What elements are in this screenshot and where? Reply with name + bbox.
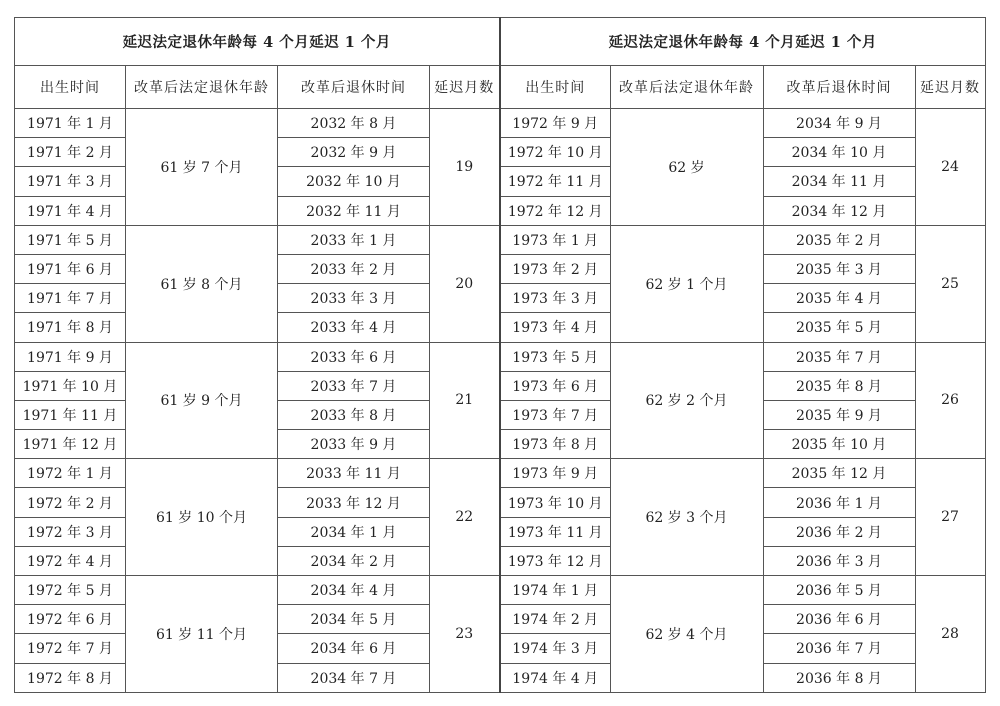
retirement-date-cell: 2035 年 2 月	[763, 225, 915, 254]
retirement-date-cell: 2034 年 7 月	[278, 663, 430, 692]
birth-date-cell: 1972 年 6 月	[15, 605, 126, 634]
delay-months-cell: 24	[915, 109, 985, 226]
delay-months-cell: 27	[915, 459, 985, 576]
retirement-date-cell: 2036 年 3 月	[763, 546, 915, 575]
retirement-date-cell: 2034 年 5 月	[278, 605, 430, 634]
header-row	[15, 66, 500, 109]
left-table-panel	[14, 17, 499, 693]
retirement-age-cell: 61 岁 8 个月	[126, 225, 278, 342]
retirement-age-cell: 62 岁	[610, 109, 763, 226]
retirement-date-cell: 2034 年 11 月	[763, 167, 915, 196]
table-row	[500, 225, 985, 254]
birth-date-cell: 1973 年 4 月	[500, 313, 610, 342]
birth-date-cell: 1971 年 6 月	[15, 254, 126, 283]
delay-months-cell: 22	[430, 459, 500, 576]
retirement-date-cell: 2033 年 12 月	[278, 488, 430, 517]
retirement-age-cell: 61 岁 7 个月	[126, 109, 278, 226]
header-retirement-age: 改革后法定退休年龄	[610, 66, 763, 109]
birth-date-cell: 1972 年 10 月	[500, 138, 610, 167]
table-title: 延迟法定退休年龄每 4 个月延迟 1 个月	[15, 18, 500, 66]
birth-date-cell: 1972 年 1 月	[15, 459, 126, 488]
delay-months-cell: 28	[915, 576, 985, 693]
birth-date-cell: 1974 年 3 月	[500, 634, 610, 663]
birth-date-cell: 1972 年 4 月	[15, 546, 126, 575]
birth-date-cell: 1972 年 8 月	[15, 663, 126, 692]
retirement-age-cell: 62 岁 1 个月	[610, 225, 763, 342]
retirement-date-cell: 2032 年 9 月	[278, 138, 430, 167]
birth-date-cell: 1973 年 8 月	[500, 430, 610, 459]
birth-date-cell: 1971 年 10 月	[15, 371, 126, 400]
header-retirement-date: 改革后退休时间	[278, 66, 430, 109]
retirement-date-cell: 2036 年 6 月	[763, 605, 915, 634]
birth-date-cell: 1974 年 2 月	[500, 605, 610, 634]
retirement-date-cell: 2036 年 2 月	[763, 517, 915, 546]
retirement-age-cell: 61 岁 11 个月	[126, 576, 278, 693]
retirement-table-left	[14, 17, 501, 693]
retirement-date-cell: 2035 年 8 月	[763, 371, 915, 400]
retirement-date-cell: 2034 年 12 月	[763, 196, 915, 225]
retirement-age-cell: 61 岁 9 个月	[126, 342, 278, 459]
table-row	[500, 576, 985, 605]
retirement-date-cell: 2035 年 4 月	[763, 284, 915, 313]
retirement-date-cell: 2035 年 7 月	[763, 342, 915, 371]
birth-date-cell: 1973 年 10 月	[500, 488, 610, 517]
table-row	[500, 459, 985, 488]
birth-date-cell: 1973 年 11 月	[500, 517, 610, 546]
retirement-date-cell: 2032 年 11 月	[278, 196, 430, 225]
birth-date-cell: 1973 年 9 月	[500, 459, 610, 488]
birth-date-cell: 1972 年 11 月	[500, 167, 610, 196]
retirement-date-cell: 2034 年 2 月	[278, 546, 430, 575]
retirement-date-cell: 2033 年 2 月	[278, 254, 430, 283]
birth-date-cell: 1973 年 3 月	[500, 284, 610, 313]
table-row	[15, 225, 500, 254]
retirement-date-cell: 2033 年 7 月	[278, 371, 430, 400]
birth-date-cell: 1973 年 6 月	[500, 371, 610, 400]
right-table-panel	[499, 17, 984, 693]
retirement-date-cell: 2034 年 10 月	[763, 138, 915, 167]
retirement-date-cell: 2034 年 4 月	[278, 576, 430, 605]
retirement-table-right	[499, 17, 986, 693]
birth-date-cell: 1971 年 12 月	[15, 430, 126, 459]
birth-date-cell: 1973 年 1 月	[500, 225, 610, 254]
retirement-date-cell: 2036 年 8 月	[763, 663, 915, 692]
header-row	[500, 66, 985, 109]
retirement-date-cell: 2036 年 7 月	[763, 634, 915, 663]
header-delay-months: 延迟月数	[915, 66, 985, 109]
birth-date-cell: 1971 年 9 月	[15, 342, 126, 371]
birth-date-cell: 1971 年 5 月	[15, 225, 126, 254]
table-row	[500, 109, 985, 138]
birth-date-cell: 1971 年 1 月	[15, 109, 126, 138]
retirement-age-cell: 62 岁 4 个月	[610, 576, 763, 693]
retirement-date-cell: 2035 年 3 月	[763, 254, 915, 283]
title-row	[500, 18, 985, 66]
birth-date-cell: 1971 年 11 月	[15, 400, 126, 429]
retirement-tables	[14, 17, 984, 693]
table-row	[500, 342, 985, 371]
retirement-date-cell: 2034 年 6 月	[278, 634, 430, 663]
table-row	[15, 459, 500, 488]
header-birth-date: 出生时间	[500, 66, 610, 109]
table-row	[15, 109, 500, 138]
birth-date-cell: 1972 年 3 月	[15, 517, 126, 546]
retirement-date-cell: 2033 年 6 月	[278, 342, 430, 371]
delay-months-cell: 26	[915, 342, 985, 459]
retirement-date-cell: 2033 年 4 月	[278, 313, 430, 342]
retirement-date-cell: 2033 年 3 月	[278, 284, 430, 313]
retirement-date-cell: 2035 年 10 月	[763, 430, 915, 459]
table-title: 延迟法定退休年龄每 4 个月延迟 1 个月	[500, 18, 985, 66]
birth-date-cell: 1972 年 12 月	[500, 196, 610, 225]
header-retirement-age: 改革后法定退休年龄	[126, 66, 278, 109]
birth-date-cell: 1971 年 4 月	[15, 196, 126, 225]
retirement-date-cell: 2035 年 9 月	[763, 400, 915, 429]
birth-date-cell: 1971 年 8 月	[15, 313, 126, 342]
birth-date-cell: 1974 年 1 月	[500, 576, 610, 605]
retirement-date-cell: 2032 年 8 月	[278, 109, 430, 138]
birth-date-cell: 1971 年 3 月	[15, 167, 126, 196]
header-birth-date: 出生时间	[15, 66, 126, 109]
birth-date-cell: 1973 年 7 月	[500, 400, 610, 429]
delay-months-cell: 20	[430, 225, 500, 342]
table-row	[15, 342, 500, 371]
birth-date-cell: 1972 年 2 月	[15, 488, 126, 517]
title-row	[15, 18, 500, 66]
delay-months-cell: 23	[430, 576, 500, 693]
retirement-date-cell: 2032 年 10 月	[278, 167, 430, 196]
birth-date-cell: 1973 年 12 月	[500, 546, 610, 575]
retirement-date-cell: 2033 年 11 月	[278, 459, 430, 488]
birth-date-cell: 1971 年 2 月	[15, 138, 126, 167]
retirement-date-cell: 2036 年 1 月	[763, 488, 915, 517]
birth-date-cell: 1971 年 7 月	[15, 284, 126, 313]
retirement-date-cell: 2035 年 12 月	[763, 459, 915, 488]
table-row	[15, 576, 500, 605]
retirement-date-cell: 2033 年 9 月	[278, 430, 430, 459]
birth-date-cell: 1972 年 9 月	[500, 109, 610, 138]
retirement-age-cell: 62 岁 3 个月	[610, 459, 763, 576]
delay-months-cell: 25	[915, 225, 985, 342]
retirement-date-cell: 2034 年 1 月	[278, 517, 430, 546]
delay-months-cell: 19	[430, 109, 500, 226]
birth-date-cell: 1972 年 5 月	[15, 576, 126, 605]
header-retirement-date: 改革后退休时间	[763, 66, 915, 109]
retirement-age-cell: 62 岁 2 个月	[610, 342, 763, 459]
delay-months-cell: 21	[430, 342, 500, 459]
birth-date-cell: 1972 年 7 月	[15, 634, 126, 663]
birth-date-cell: 1973 年 5 月	[500, 342, 610, 371]
retirement-date-cell: 2033 年 1 月	[278, 225, 430, 254]
header-delay-months: 延迟月数	[430, 66, 500, 109]
birth-date-cell: 1974 年 4 月	[500, 663, 610, 692]
retirement-age-cell: 61 岁 10 个月	[126, 459, 278, 576]
retirement-date-cell: 2035 年 5 月	[763, 313, 915, 342]
retirement-date-cell: 2034 年 9 月	[763, 109, 915, 138]
birth-date-cell: 1973 年 2 月	[500, 254, 610, 283]
retirement-date-cell: 2033 年 8 月	[278, 400, 430, 429]
retirement-date-cell: 2036 年 5 月	[763, 576, 915, 605]
